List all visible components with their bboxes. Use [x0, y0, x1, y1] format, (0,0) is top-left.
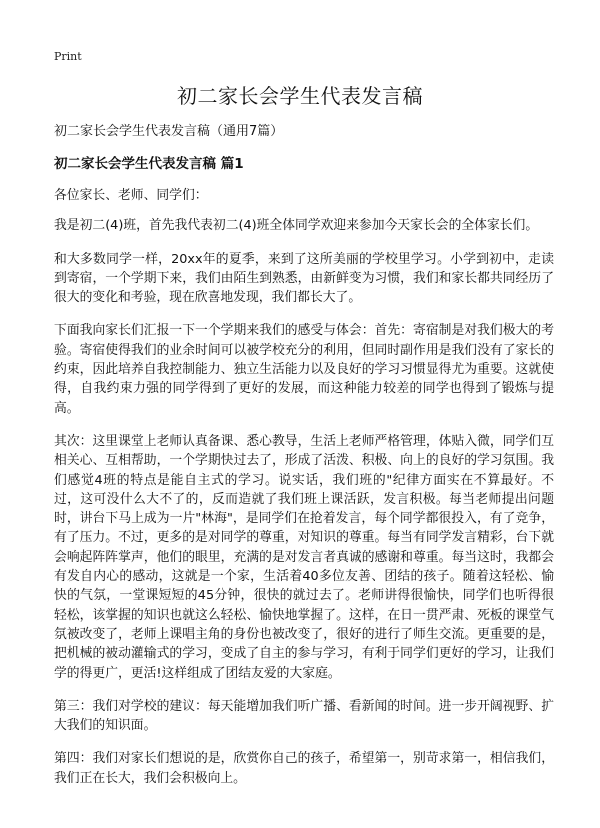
greeting-paragraph: 各位家长、老师、同学们：	[54, 188, 208, 203]
body-paragraph: 和大多数同学一样，20xx年的夏季，来到了这所美丽的学校里学习。小学到初中，走读到寄宿，一个学期下来，我们由陌生到熟悉，由新鲜变为习惯，我们和家长都共同经历了很大的变化和考验，现在欣喜地发现，我们都长大了。	[54, 251, 554, 306]
document-body	[54, 122, 554, 802]
document-subtitle: 初二家长会学生代表发言稿（通用7篇）	[54, 124, 284, 139]
section-heading: 初二家长会学生代表发言稿 篇1	[54, 156, 244, 172]
body-paragraph: 其次：这里课堂上老师认真备课、悉心教导，生活上老师严格管理，体贴入微，同学们互相关心、互相帮助，一个学期快过去了，形成了活泼、积极、向上的良好的学习氛围。我们感觉4班的特点是能自主式的学习。说实话，我们班的"纪律方面实在不算最好。不过，这可没什么大不了的，反而造就了我们班上课活跃，发言积极。每当老师提出问题时，讲台下马上成为一片"林海"，是同学们在抢着发言，每个同学都很投入，有了竞争，有了压力。不过，更多的是对同学的尊重，对知识的尊重。每当有同学发言精彩，台下就会响起阵阵掌声，他们的眼里，充满的是对发言者真诚的感谢和尊重。每当这时，我都会有发自内心的感动，这就是一个家，生活着40多位友善、团结的孩子。随着这轻松、愉快的气氛，一堂课短短的45分钟，很快的就过去了。老师讲得很愉快，同学们也听得很轻松，该掌握的知识也就这么轻松、愉快地掌握了。这样，在日一贯严肃、死板的课堂气氛被改变了，老师上课唱主角的身份也被改变了，很好的进行了师生交流。更重要的是，把机械的被动灌输式的学习，变成了自主的参与学习，有利于同学们更好的学习，让我们学的得更广，更活!这样组成了团结友爱的大家庭。	[54, 433, 554, 681]
print-link[interactable]: Print	[54, 50, 82, 63]
body-paragraph: 下面我向家长们汇报一下一个学期来我们的感受与体会：首先：寄宿制是对我们极大的考验。寄宿使得我们的业余时间可以被学校充分的利用，但同时副作用是我们没有了家长的约束，因此培养自我控制能力、独立生活能力以及良好的学习习惯显得尤为重要。这就使得，自我约束力强的同学得到了更好的发展，而这种能力较差的同学也得到了锻炼与提高。	[54, 323, 554, 416]
page-title: 初二家长会学生代表发言稿	[177, 84, 423, 108]
body-paragraph: 我是初二(4)班，首先我代表初二(4)班全体同学欢迎来参加今天家长会的全体家长们。	[54, 218, 539, 234]
body-paragraph: 第四：我们对家长们想说的是，欣赏你自己的孩子，希望第一，别苛求第一，相信我们，我们正在长大，我们会积极向上。	[54, 751, 554, 786]
body-paragraph: 第三：我们对学校的建议：每天能增加我们听广播、看新闻的时间。进一步开阔视野、扩大我们的知识面。	[54, 698, 554, 734]
